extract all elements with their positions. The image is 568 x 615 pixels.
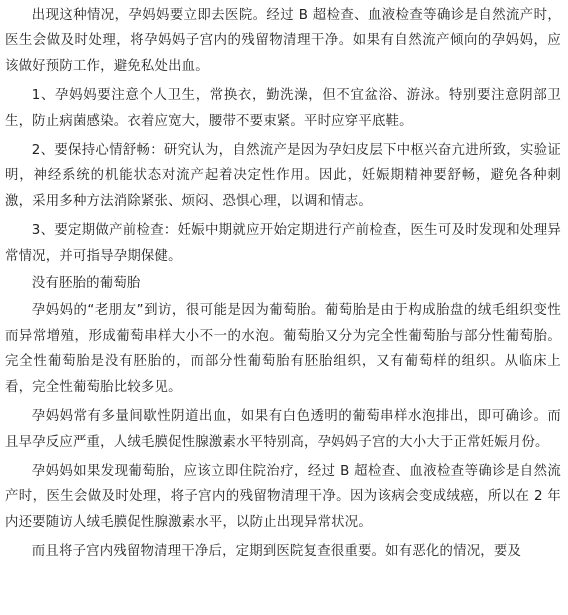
paragraph-molar-symptoms: 孕妈妈常有多量间歇性阴道出血，如果有白色透明的葡萄串样水泡排出，即可确诊。而且早孕反应严重，人绒毛膜促性腺激素水平特别高，孕妈妈子宫的大小大于正常妊娠月份。 xyxy=(5,409,561,450)
paragraph-hospital-advice: 出现这种情况，孕妈妈要立即去医院。经过 B 超检查、血液检查等确诊是自然流产时，医生会做及时处理，将孕妈妈子宫内的残留物清理干净。如果有自然流产倾向的孕妈妈，应该做好预防工作，避免私处出血。 xyxy=(5,8,561,74)
paragraph-followup: 而且将子宫内残留物清理干净后，定期到医院复查很重要。如有恶化的情况，要及 xyxy=(31,544,522,560)
paragraph-molar-treatment: 孕妈妈如果发现葡萄胎，应该立即住院治疗，经过 B 超检查、血液检查等确诊是自然流产时，医生会做及时处理，将子宫内的残留物清理干净。因为该病会变成绒癌，所以在 2 年内还要随访人绒毛膜促性腺激素水平，以防止出现异常状况。 xyxy=(5,463,561,530)
paragraph-molar-definition: 孕妈妈的“老朋友”到访，很可能是因为葡萄胎。葡萄胎是由于构成胎盘的绒毛组织变性而异常增殖，形成葡萄串样大小不一的水泡。葡萄胎又分为完全性葡萄胎与部分性葡萄胎。完全性葡萄胎是没有胚胎的，而部分性葡萄胎有胚胎组织，又有葡萄样的组织。从临床上看，完全性葡萄胎比较多见。 xyxy=(5,303,561,395)
article-body xyxy=(5,3,561,565)
paragraph-hygiene-tip: 1、孕妈妈要注意个人卫生，常换衣，勤洗澡，但不宜盆浴、游泳。特别要注意阴部卫生，防止病菌感染。衣着应宽大，腰带不要束紧。平时应穿平底鞋。 xyxy=(5,88,561,129)
paragraph-prenatal-check-tip: 3、要定期做产前检查：妊娠中期就应开始定期进行产前检查，医生可及时发现和处理异常情况，并可指导孕期保健。 xyxy=(5,223,561,264)
section-heading-molar-pregnancy: 没有胚胎的葡萄胎 xyxy=(31,276,141,292)
paragraph-mood-tip: 2、要保持心情舒畅：研究认为，自然流产是因为孕妇皮层下中枢兴奋亢进所致，实验证明，神经系统的机能状态对流产起着决定性作用。因此，妊娠期精神要舒畅，避免各种刺激，采用多种方法消除紧张、烦闷、恐惧心理，以调和情志。 xyxy=(5,143,561,209)
